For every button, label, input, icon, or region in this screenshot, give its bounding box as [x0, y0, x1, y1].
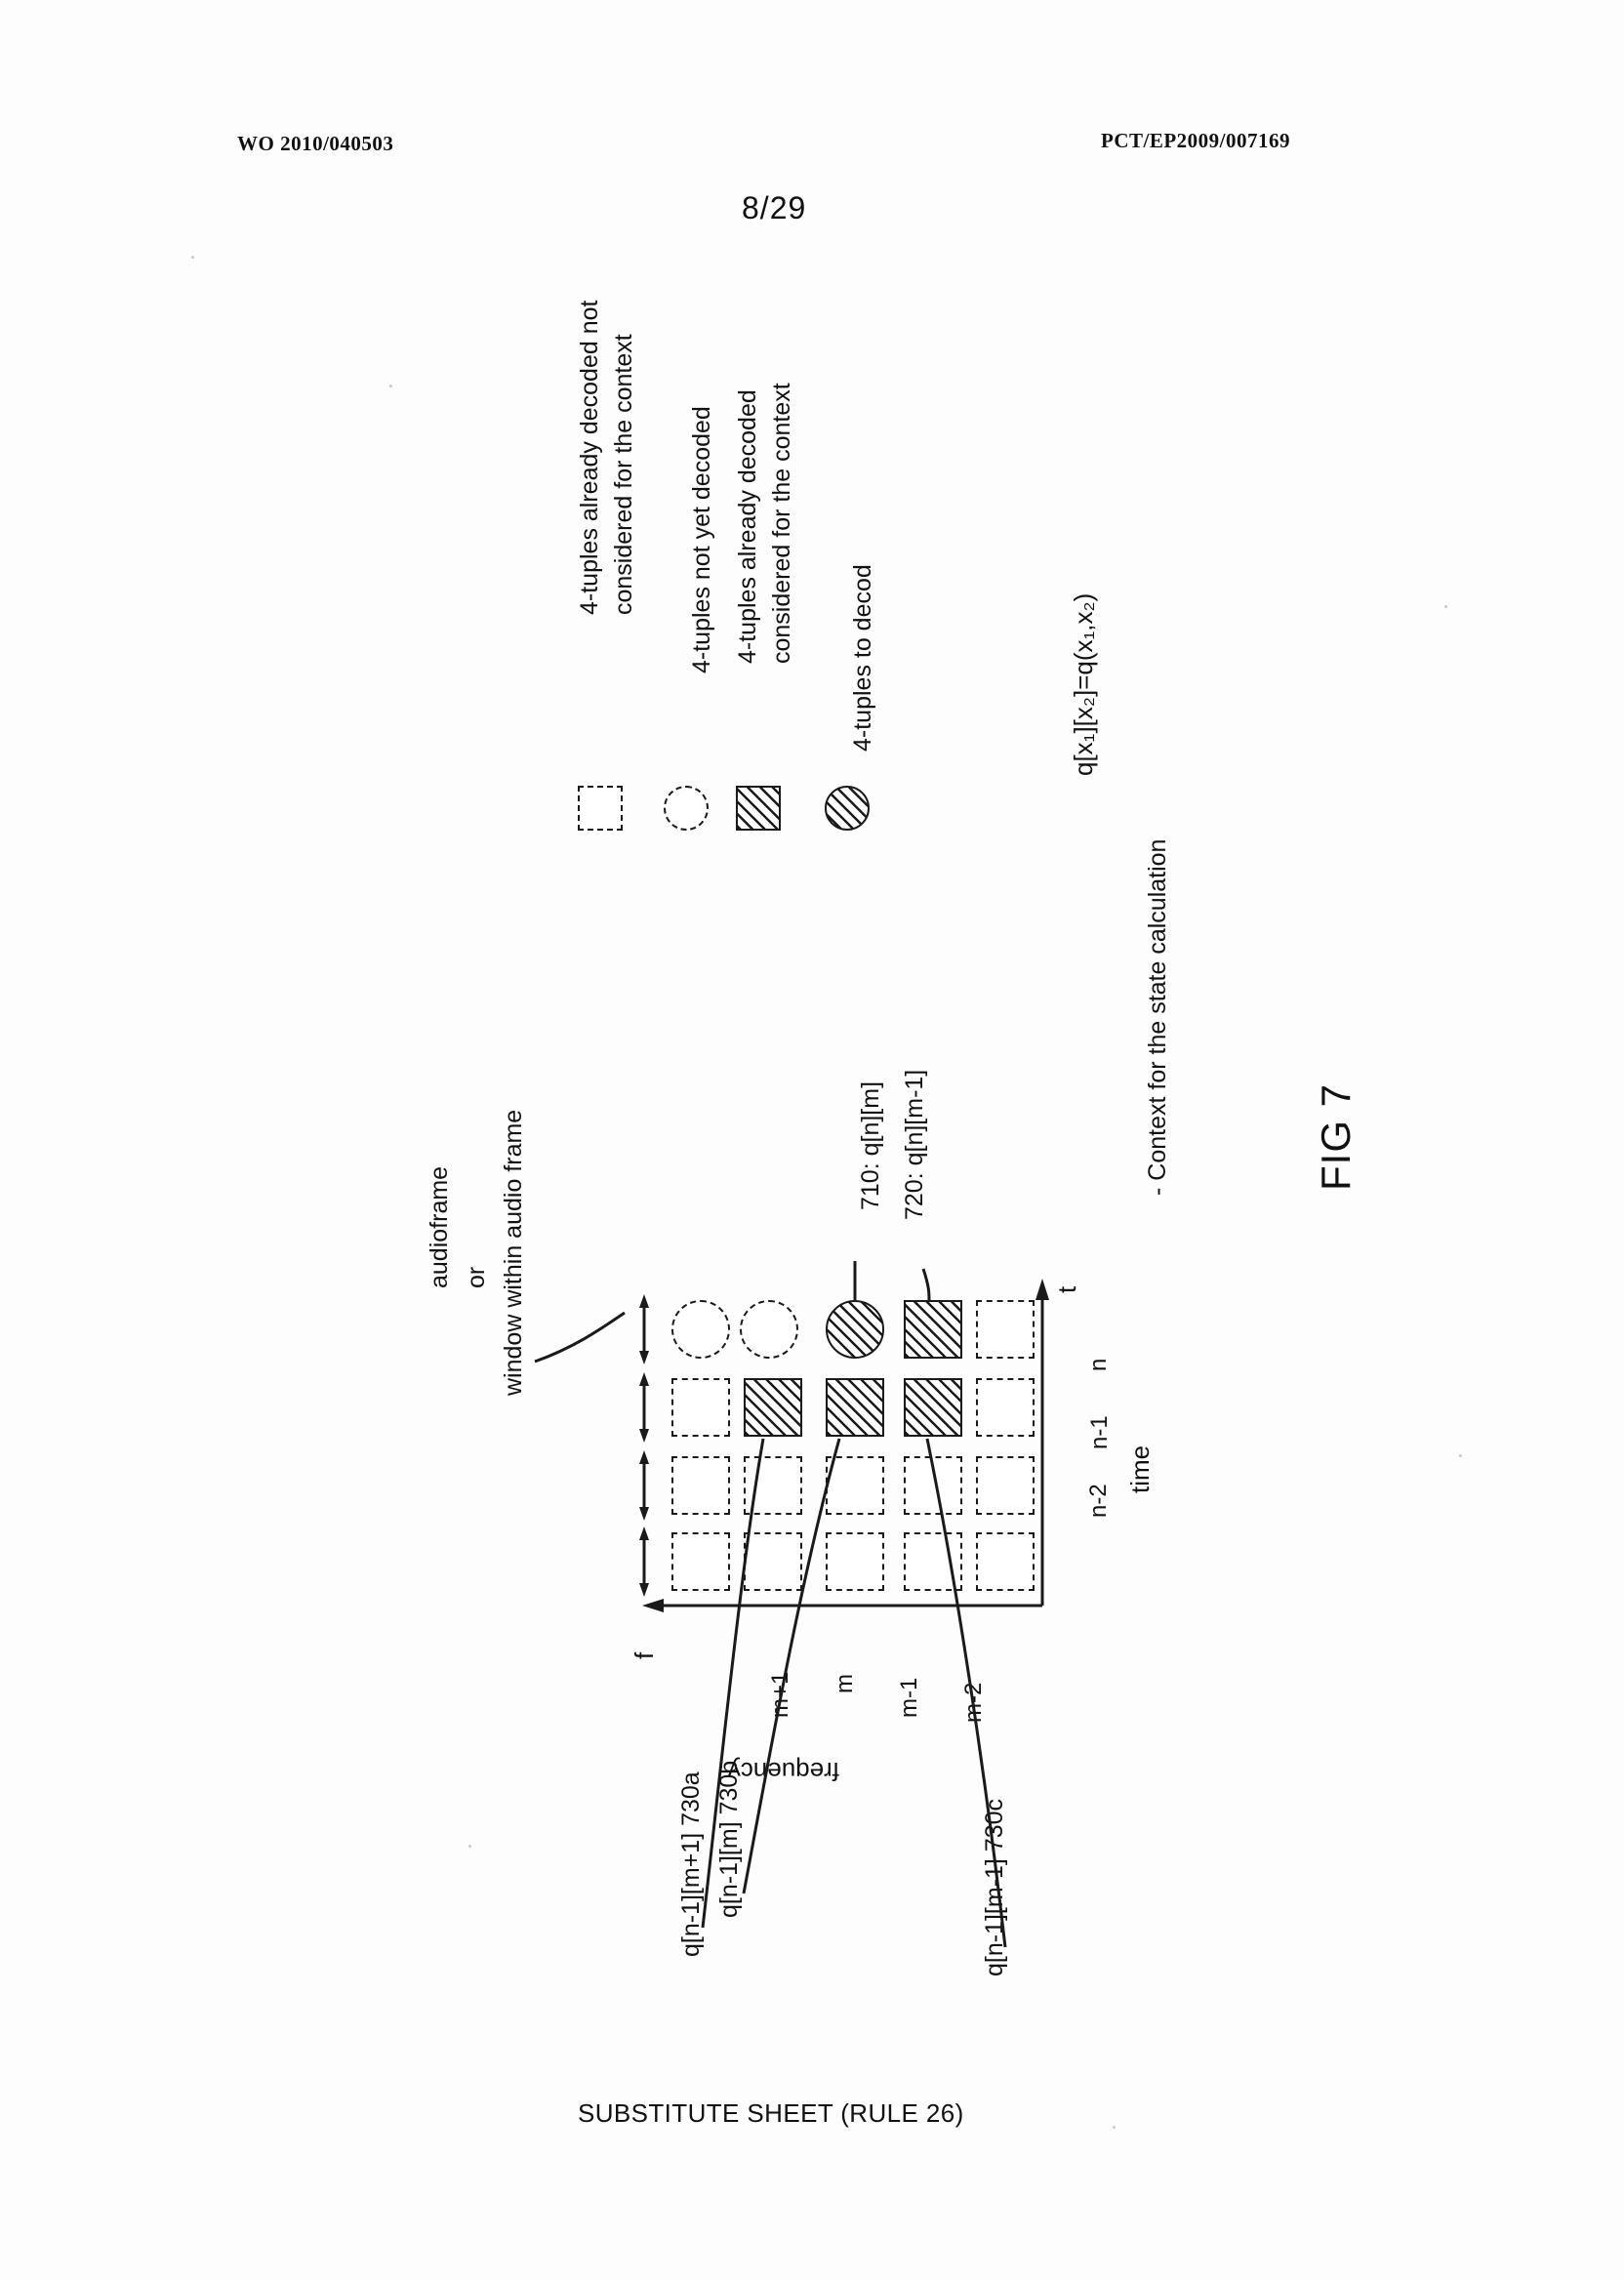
freq-tick-m-plus-1: m+1	[767, 1671, 793, 1718]
callout-720-label: 720: q[n][m-1]	[901, 1069, 928, 1220]
scan-speck	[1444, 605, 1447, 608]
scan-speck	[468, 1845, 471, 1848]
legend-dashed-square-icon	[578, 786, 623, 831]
freq-tick-m-minus-1: m-1	[896, 1677, 922, 1718]
grid-cell-circle-1	[671, 1300, 730, 1359]
freq-tick-m-minus-2: m-2	[960, 1682, 987, 1723]
freq-tick-m: m	[832, 1674, 858, 1693]
audioframe-label-line2: or	[463, 1266, 490, 1288]
time-tick-n: n	[1085, 1358, 1112, 1371]
grid-cell-r4c3	[826, 1532, 884, 1591]
grid-cell-730b	[826, 1378, 884, 1437]
grid-cell-r2c5	[976, 1378, 1035, 1437]
callout-730c-label: q[n-1][m-1] 730c	[981, 1798, 1008, 1976]
time-tick-n-minus-1: n-1	[1086, 1415, 1113, 1449]
figure-label: FIG 7	[1313, 1082, 1359, 1191]
legend-item-3-line1: 4-tuples to decod	[849, 564, 876, 752]
legend-hatched-square-icon	[736, 786, 781, 831]
grid-cell-r4c1	[671, 1532, 730, 1591]
time-tick-n-minus-2: n-2	[1085, 1484, 1112, 1518]
grid-cell-r4c5	[976, 1532, 1035, 1591]
grid-cell-r3c5	[976, 1456, 1035, 1515]
grid-cell-r2c1	[671, 1378, 730, 1437]
grid-cell-r3c2	[744, 1456, 802, 1515]
scan-speck	[191, 256, 194, 259]
frequency-axis-letter: f	[629, 1651, 659, 1659]
scan-speck	[389, 385, 392, 387]
grid-cell-730c	[904, 1378, 962, 1437]
publication-number: WO 2010/040503	[237, 132, 394, 155]
time-axis-letter: t	[1052, 1285, 1081, 1293]
page-number: 8/29	[742, 190, 807, 225]
legend-item-1-line1: 4-tuples not yet decoded	[688, 406, 715, 673]
grid-cell-r4c2	[744, 1532, 802, 1591]
grid-cell-710	[826, 1300, 884, 1359]
grid-cell-720	[904, 1300, 962, 1359]
legend-item-2-line2: considered for the context	[768, 383, 795, 664]
grid-cell-730a	[744, 1378, 802, 1437]
callout-710-label: 710: q[n][m]	[857, 1080, 884, 1210]
audioframe-label-line3: window within audio frame	[500, 1109, 527, 1396]
grid-cell-r3c1	[671, 1456, 730, 1515]
scan-speck	[1459, 1454, 1462, 1457]
legend-dashed-circle-icon	[664, 786, 709, 831]
application-number: PCT/EP2009/007169	[1101, 129, 1291, 152]
context-note: - Context for the state calculation	[1144, 838, 1171, 1196]
grid-cell-r4c4	[904, 1532, 962, 1591]
frequency-axis-label: frequency	[727, 1757, 839, 1786]
legend-item-2-line1: 4-tuples already decoded	[734, 389, 761, 664]
callout-730a-label: q[n-1][m+1] 730a	[677, 1771, 705, 1957]
audioframe-label-line1: audioframe	[426, 1165, 453, 1288]
legend-formula: q[x₁][x₂]=q(x₁,x₂)	[1069, 592, 1098, 776]
grid-cell-r3c3	[826, 1456, 884, 1515]
legend-item-0-line2: considered for the context	[610, 334, 637, 615]
grid-cell-circle-2	[740, 1300, 798, 1359]
legend-hatched-circle-icon	[825, 786, 870, 831]
footer-text: SUBSTITUTE SHEET (RULE 26)	[578, 2098, 964, 2128]
grid-cell-r1c5	[976, 1300, 1035, 1359]
time-axis-label: time	[1125, 1445, 1155, 1493]
grid-cell-r3c4	[904, 1456, 962, 1515]
callout-730b-label: q[n-1][m] 730b	[715, 1760, 743, 1918]
scan-speck	[1113, 2126, 1116, 2129]
legend-item-0-line1: 4-tuples already decoded not	[576, 300, 603, 615]
